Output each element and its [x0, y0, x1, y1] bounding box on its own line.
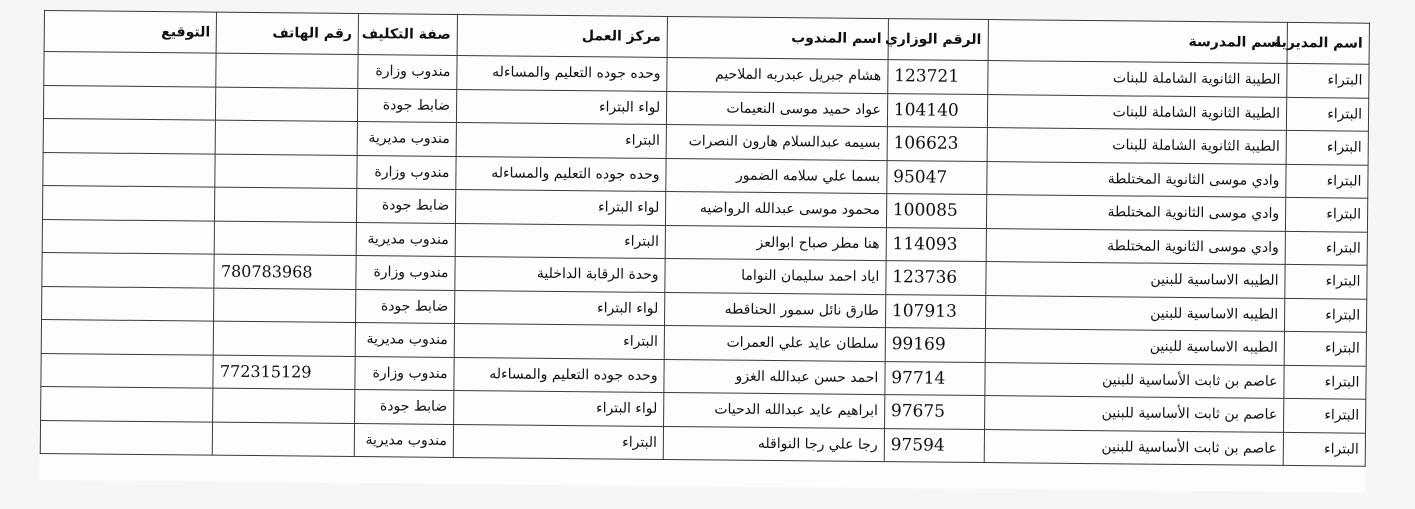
cell-ministry-no: 99169 — [885, 328, 985, 362]
cell-delegate: هشام جبريل عبدربه الملاحيم — [667, 57, 888, 93]
cell-phone: 780783968 — [214, 254, 356, 289]
cell-phone — [215, 221, 357, 256]
cell-school: عاصم بن ثابت الأساسية للبنين — [984, 396, 1284, 432]
cell-delegate: سلطان عايد علي العمرات — [664, 325, 885, 361]
cell-ministry-no: 114093 — [886, 227, 986, 261]
cell-delegate: طارق نائل سمور الحناقطه — [665, 292, 886, 328]
header-ministry-no: الرقم الوزاري — [888, 19, 988, 61]
cell-signature — [43, 85, 216, 120]
cell-work-center: لواء البتراء — [454, 290, 664, 326]
cell-signature — [42, 185, 215, 220]
cell-delegate: عواد حميد موسى النعيمات — [667, 91, 888, 127]
cell-signature — [42, 286, 215, 321]
cell-work-center: البتراء — [454, 323, 664, 359]
cell-work-center: وحده جوده التعليم والمساءله — [454, 357, 664, 393]
cell-work-center: لواء البتراء — [455, 189, 665, 225]
cell-phone — [213, 422, 355, 457]
cell-work-center: لواء البتراء — [454, 390, 664, 426]
cell-directorate: البتراء — [1285, 197, 1367, 231]
cell-role: مندوب مديرية — [354, 423, 453, 457]
cell-role: مندوب مديرية — [357, 122, 456, 156]
cell-delegate: ابراهيم عايد عبدالله الدحيات — [664, 392, 885, 428]
cell-signature — [40, 420, 213, 455]
cell-signature — [41, 319, 214, 354]
cell-role: مندوب مديرية — [356, 222, 455, 256]
cell-ministry-no: 104140 — [887, 93, 987, 127]
cell-directorate: البتراء — [1284, 398, 1366, 432]
cell-ministry-no: 97714 — [885, 361, 985, 395]
cell-phone — [216, 120, 358, 155]
cell-work-center: لواء البتراء — [456, 89, 666, 125]
cell-school: الطيبه الاساسية للبنين — [985, 262, 1285, 298]
cell-ministry-no: 97675 — [884, 395, 984, 429]
header-phone: رقم الهاتف — [216, 12, 358, 54]
cell-directorate: البتراء — [1284, 365, 1366, 399]
cell-role: ضابط جودة — [355, 390, 454, 424]
cell-role: مندوب وزارة — [357, 155, 456, 189]
cell-school: الطيبه الاساسية للبنين — [985, 295, 1285, 331]
cell-school: عاصم بن ثابت الأساسية للبنين — [984, 429, 1284, 465]
cell-role: ضابط جودة — [356, 289, 455, 323]
cell-signature — [44, 52, 217, 87]
cell-directorate: البتراء — [1287, 63, 1369, 97]
cell-phone — [213, 388, 355, 423]
cell-directorate: البتراء — [1284, 331, 1366, 365]
cell-work-center: وحده جوده التعليم والمساءله — [456, 156, 666, 192]
cell-school: الطيبة الثانوية الشاملة للبنات — [987, 94, 1287, 130]
cell-school: الطيبه الاساسية للبنين — [985, 329, 1285, 365]
header-directorate: اسم المديرية — [1287, 22, 1369, 64]
cell-directorate: البتراء — [1286, 97, 1368, 131]
header-delegate: اسم المندوب — [667, 16, 888, 59]
header-role: صفة التكليف — [358, 14, 457, 56]
cell-phone — [216, 53, 358, 88]
cell-role: مندوب وزارة — [356, 256, 455, 290]
cell-delegate: اياد احمد سليمان النواما — [665, 258, 886, 294]
cell-phone — [214, 321, 356, 356]
cell-role: ضابط جودة — [358, 88, 457, 122]
cell-school: الطيبة الثانوية الشاملة للبنات — [987, 61, 1287, 97]
header-school: اسم المدرسة — [988, 20, 1288, 64]
cell-signature — [43, 118, 216, 153]
cell-delegate: هنا مطر صباح ابوالعز — [665, 225, 886, 261]
scanned-sheet — [39, 10, 1369, 493]
cell-delegate: احمد حسن عبدالله الغزو — [664, 359, 885, 395]
cell-work-center: البتراء — [455, 223, 665, 259]
cell-phone — [216, 87, 358, 122]
cell-signature — [41, 386, 214, 421]
cell-work-center: وحده جوده التعليم والمساءله — [457, 55, 667, 91]
cell-phone — [215, 187, 357, 222]
cell-role: مندوب مديرية — [355, 323, 454, 357]
cell-school: عاصم بن ثابت الأساسية للبنين — [984, 362, 1284, 398]
cell-ministry-no: 97594 — [884, 428, 984, 462]
cell-delegate: محمود موسى عبدالله الرواضيه — [666, 191, 887, 227]
cell-directorate: البتراء — [1286, 130, 1368, 164]
cell-signature — [41, 353, 214, 388]
cell-signature — [42, 252, 215, 287]
cell-ministry-no: 123736 — [886, 261, 986, 295]
cell-ministry-no: 100085 — [886, 194, 986, 228]
cell-work-center: وحدة الرقابة الداخلية — [455, 256, 665, 292]
cell-ministry-no: 95047 — [887, 160, 987, 194]
cell-directorate: البتراء — [1285, 264, 1367, 298]
cell-role: مندوب وزارة — [358, 55, 457, 89]
cell-work-center: البتراء — [456, 122, 666, 158]
cell-ministry-no: 106623 — [887, 127, 987, 161]
cell-directorate: البتراء — [1285, 231, 1367, 265]
header-signature: التوقيع — [44, 11, 217, 54]
cell-signature — [43, 152, 216, 187]
cell-phone — [215, 154, 357, 189]
cell-ministry-no: 107913 — [885, 294, 985, 328]
cell-directorate: البتراء — [1286, 164, 1368, 198]
cell-role: مندوب وزارة — [355, 356, 454, 390]
cell-school: الطيبة الثانوية الشاملة للبنات — [987, 128, 1287, 164]
delegates-table — [40, 10, 1370, 467]
cell-ministry-no: 123721 — [888, 60, 988, 94]
cell-directorate: البتراء — [1285, 298, 1367, 332]
cell-phone — [214, 288, 356, 323]
cell-school: وادي موسى الثانوية المختلطة — [986, 195, 1286, 231]
cell-school: وادي موسى الثانوية المختلطة — [986, 161, 1286, 197]
cell-work-center: البتراء — [453, 424, 663, 460]
cell-role: ضابط جودة — [357, 189, 456, 223]
header-work-center: مركز العمل — [457, 14, 668, 57]
cell-phone: 772315129 — [213, 355, 355, 390]
cell-delegate: بسيمه عبدالسلام هارون النصرات — [666, 124, 887, 160]
cell-signature — [42, 219, 215, 254]
cell-school: وادي موسى الثانوية المختلطة — [986, 228, 1286, 264]
cell-delegate: رجا علي رجا النواقله — [663, 426, 884, 462]
cell-directorate: البتراء — [1283, 432, 1365, 466]
cell-delegate: بسما علي سلامه الضمور — [666, 158, 887, 194]
